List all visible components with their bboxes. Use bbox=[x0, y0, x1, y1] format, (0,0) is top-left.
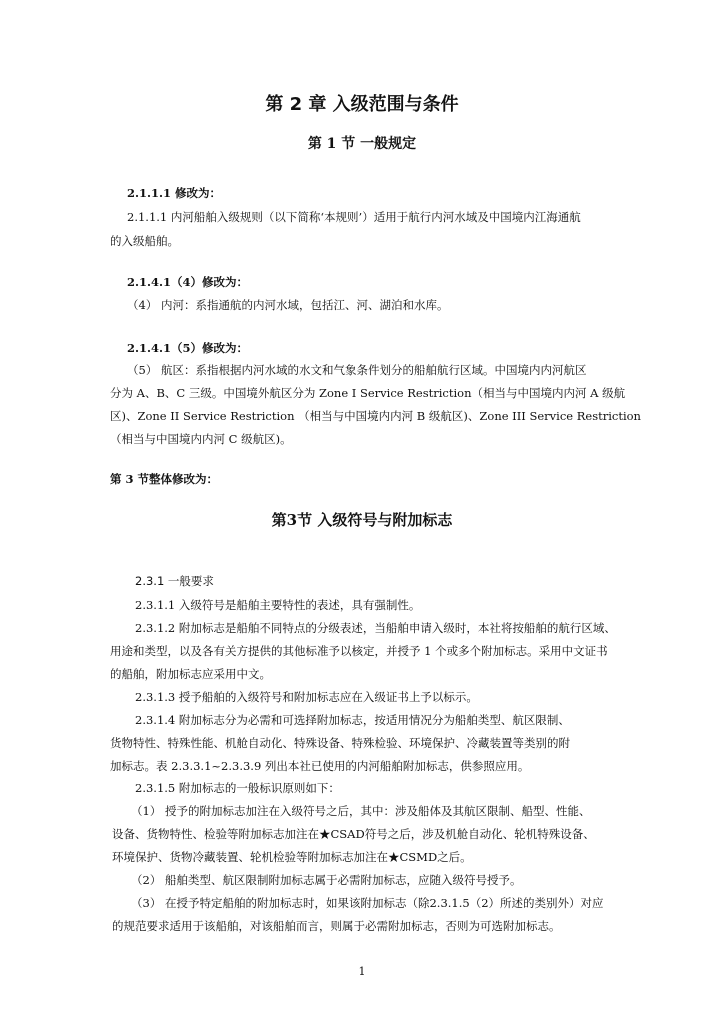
amendment-21415-line2: 分为 A、B、C 三级。中国境外航区分为 Zone I Service Restriction（相当与中国境内内河 A 级航 bbox=[110, 386, 626, 400]
amendment-21415-heading: 2.1.4.1（5）修改为： bbox=[127, 341, 249, 355]
clause-2312-line1: 2.3.1.2 附加标志是船舶不同特点的分级表述，当船舶申请入级时，本社将按船舶的航行区域、 bbox=[135, 621, 616, 635]
clause-2311: 2.3.1.1 入级符号是船舶主要特性的表述，具有强制性。 bbox=[135, 598, 421, 612]
amendment-2111-line1: 2.1.1.1 内河船舶入级规则（以下简称‘本规则’）适用于航行内河水域及中国境内江海通航 bbox=[127, 210, 581, 224]
item-2-line1: （2） 船舶类型、航区限制附加标志属于必需附加标志，应随入级符号授予。 bbox=[131, 873, 522, 887]
amendment-21414-heading: 2.1.4.1（4）修改为： bbox=[127, 275, 249, 289]
item-1-line2: 设备、货物特性、检验等附加标志加注在★CSAD符号之后，涉及机舱自动化、轮机特殊设备、 bbox=[112, 827, 595, 841]
clause-2314-line2: 货物特性、特殊性能、机舱自动化、特殊设备、特殊检验、环境保护、冷藏装置等类别的附 bbox=[110, 736, 570, 750]
amendment-21414-line1: （4） 内河：系指通航的内河水域，包括江、河、湖泊和水库。 bbox=[127, 298, 449, 312]
amendment-21415-line3: 区)、Zone II Service Restriction （相当与中国境内内河 B 级航区)、Zone III Service Restriction bbox=[110, 409, 641, 423]
clause-2313: 2.3.1.3 授予船舶的入级符号和附加标志应在入级证书上予以标示。 bbox=[135, 690, 478, 704]
clause-2314-line1: 2.3.1.4 附加标志分为必需和可选择附加标志，按适用情况分为船舶类型、航区限制、 bbox=[135, 713, 570, 727]
item-1-line3: 环境保护、货物冷藏装置、轮机检验等附加标志加注在★CSMD之后。 bbox=[112, 850, 472, 864]
amendment-21415-line4: （相当与中国境内内河 C 级航区)。 bbox=[110, 432, 292, 446]
chapter-title: 第 2 章 入级范围与条件 bbox=[265, 94, 459, 115]
section-3-title: 第3节 入级符号与附加标志 bbox=[271, 511, 453, 529]
clause-2314-line3: 加标志。表 2.3.3.1~2.3.3.9 列出本社已使用的内河船舶附加标志，供参照应用。 bbox=[110, 759, 530, 773]
section-1-title: 第 1 节 一般规定 bbox=[307, 136, 417, 152]
item-3-line2: 的规范要求适用于该船舶，对该船舶而言，则属于必需附加标志，否则为可选附加标志。 bbox=[112, 919, 561, 933]
item-3-line1: （3） 在授予特定船舶的附加标志时，如果该附加标志（除2.3.1.5（2）所述的类别外）对应 bbox=[131, 896, 604, 910]
clause-231-heading: 2.3.1 一般要求 bbox=[135, 574, 214, 588]
clause-2315: 2.3.1.5 附加标志的一般标识原则如下： bbox=[135, 781, 340, 795]
item-1-line1: （1） 授予的附加标志加注在入级符号之后，其中：涉及船体及其航区限制、船型、性能、 bbox=[131, 804, 591, 818]
page-number: 1 bbox=[358, 965, 366, 978]
section-3-amendment-heading: 第 3 节整体修改为： bbox=[110, 472, 219, 486]
amendment-2111-line2: 的入级船舶。 bbox=[110, 234, 179, 248]
amendment-2111-heading: 2.1.1.1 修改为： bbox=[127, 186, 222, 200]
amendment-21415-line1: （5） 航区：系指根据内河水域的水文和气象条件划分的船舶航行区域。中国境内内河航区 bbox=[127, 363, 587, 377]
clause-2312-line3: 的船舶，附加标志应采用中文。 bbox=[110, 667, 271, 681]
clause-2312-line2: 用途和类型，以及各有关方提供的其他标准予以核定，并授予 1 个或多个附加标志。采用中文证书 bbox=[110, 644, 608, 658]
